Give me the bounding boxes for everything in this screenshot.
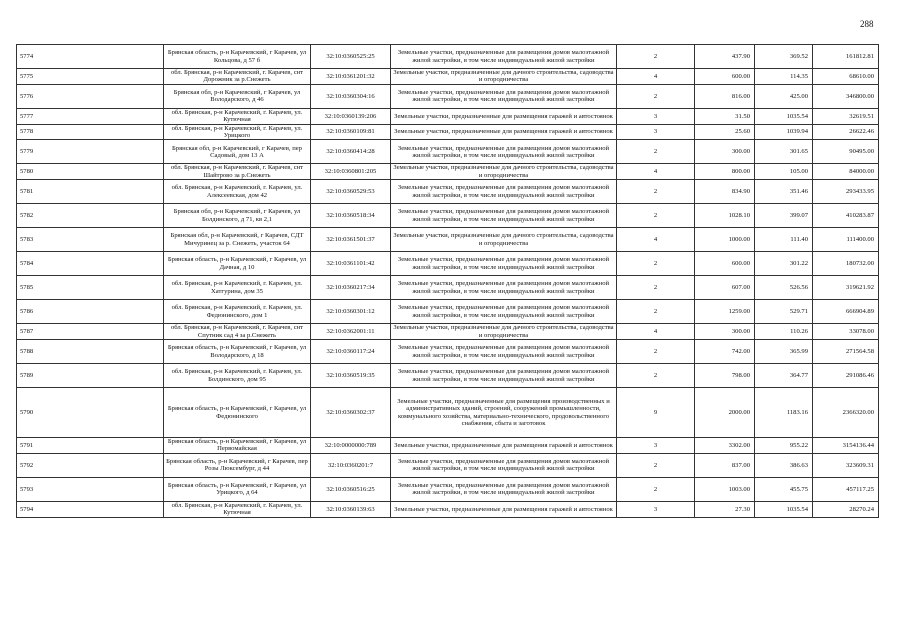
row-address: обл. Брянская, р-н Карачевский, г. Карачев, снт Спутник сад 4 за р.Снежеть bbox=[164, 324, 311, 340]
row-value: 3154136.44 bbox=[813, 438, 879, 454]
table-row bbox=[17, 252, 879, 276]
row-rate: 301.65 bbox=[755, 140, 813, 164]
row-group: 2 bbox=[617, 453, 695, 477]
row-area: 300.00 bbox=[695, 324, 755, 340]
row-land-use: Земельные участки, предназначенные для дачного строительства, садоводства и огородничества bbox=[391, 164, 617, 180]
row-address: Брянская обл, р-н Карачевский, г Карачев, ул Володарского, д 46 bbox=[164, 84, 311, 108]
row-group: 2 bbox=[617, 300, 695, 324]
row-area: 816.00 bbox=[695, 84, 755, 108]
row-value: 323609.31 bbox=[813, 453, 879, 477]
row-number: 5789 bbox=[17, 364, 164, 388]
row-land-use: Земельные участки, предназначенные для размещения домов малоэтажной жилой застройки, в том числе индивидуальной жилой застройки bbox=[391, 252, 617, 276]
row-rate: 110.26 bbox=[755, 324, 813, 340]
row-land-use: Земельные участки, предназначенные для дачного строительства, садоводства и огородничества bbox=[391, 228, 617, 252]
row-land-use: Земельные участки, предназначенные для размещения домов малоэтажной жилой застройки, в том числе индивидуальной жилой застройки bbox=[391, 300, 617, 324]
row-cadastral-number: 32:10:0360139:206 bbox=[311, 108, 391, 124]
row-value: 33078.00 bbox=[813, 324, 879, 340]
row-number: 5793 bbox=[17, 477, 164, 501]
row-number: 5781 bbox=[17, 180, 164, 204]
row-area: 600.00 bbox=[695, 252, 755, 276]
row-value: 319621.92 bbox=[813, 276, 879, 300]
row-land-use: Земельные участки, предназначенные для размещения домов малоэтажной жилой застройки, в том числе индивидуальной жилой застройки bbox=[391, 204, 617, 228]
table-row bbox=[17, 388, 879, 438]
row-number: 5784 bbox=[17, 252, 164, 276]
table-row bbox=[17, 164, 879, 180]
row-value: 457117.25 bbox=[813, 477, 879, 501]
row-cadastral-number: 32:10:0360518:34 bbox=[311, 204, 391, 228]
table-row bbox=[17, 477, 879, 501]
row-rate: 455.75 bbox=[755, 477, 813, 501]
row-group: 4 bbox=[617, 164, 695, 180]
table-row bbox=[17, 204, 879, 228]
row-group: 2 bbox=[617, 364, 695, 388]
row-area: 25.60 bbox=[695, 124, 755, 140]
table-row bbox=[17, 69, 879, 85]
table-body bbox=[17, 45, 879, 518]
row-cadastral-number: 32:10:0360201:7 bbox=[311, 453, 391, 477]
row-address: Брянская обл, р-н Карачевский, г Карачев, СДТ Мичуринец за р. Снежеть, участок 64 bbox=[164, 228, 311, 252]
row-cadastral-number: 32:10:0360139:63 bbox=[311, 501, 391, 517]
row-rate: 399.07 bbox=[755, 204, 813, 228]
row-area: 2000.00 bbox=[695, 388, 755, 438]
row-cadastral-number: 32:10:0360414:28 bbox=[311, 140, 391, 164]
row-group: 2 bbox=[617, 84, 695, 108]
row-land-use: Земельные участки, предназначенные для размещения домов малоэтажной жилой застройки, в том числе индивидуальной жилой застройки bbox=[391, 140, 617, 164]
table-row bbox=[17, 340, 879, 364]
row-cadastral-number: 32:10:0360117:24 bbox=[311, 340, 391, 364]
row-rate: 364.77 bbox=[755, 364, 813, 388]
row-land-use: Земельные участки, предназначенные для размещения гаражей и автостоянок bbox=[391, 501, 617, 517]
row-area: 742.00 bbox=[695, 340, 755, 364]
row-number: 5780 bbox=[17, 164, 164, 180]
row-address: обл. Брянская, р-н Карачевский, г. Карачев, ул. Кутючная bbox=[164, 501, 311, 517]
row-rate: 105.00 bbox=[755, 164, 813, 180]
row-address: обл. Брянская, р-н Карачевский, г. Карачев, ул. Федюнинского, дом 1 bbox=[164, 300, 311, 324]
row-number: 5791 bbox=[17, 438, 164, 454]
row-address: Брянская область, р-н Карачевский, г Карачев, ул Володарского, д 18 bbox=[164, 340, 311, 364]
row-cadastral-number: 32:10:0360529:53 bbox=[311, 180, 391, 204]
land-valuation-table bbox=[16, 44, 879, 518]
table-row bbox=[17, 276, 879, 300]
row-cadastral-number: 32:10:0360525:25 bbox=[311, 45, 391, 69]
row-cadastral-number: 32:10:0362001:11 bbox=[311, 324, 391, 340]
row-number: 5775 bbox=[17, 69, 164, 85]
row-group: 4 bbox=[617, 228, 695, 252]
row-value: 410283.87 bbox=[813, 204, 879, 228]
row-address: обл. Брянская, р-н Карачевский, г. Карачев, ул. Урицкого bbox=[164, 124, 311, 140]
row-group: 9 bbox=[617, 388, 695, 438]
row-number: 5777 bbox=[17, 108, 164, 124]
row-value: 666904.89 bbox=[813, 300, 879, 324]
page-number: 288 bbox=[860, 19, 874, 29]
row-cadastral-number: 32:10:0361501:37 bbox=[311, 228, 391, 252]
row-rate: 1183.16 bbox=[755, 388, 813, 438]
row-number: 5787 bbox=[17, 324, 164, 340]
row-rate: 1035.54 bbox=[755, 108, 813, 124]
row-land-use: Земельные участки, предназначенные для дачного строительства, садоводства и огородничества bbox=[391, 69, 617, 85]
row-rate: 529.71 bbox=[755, 300, 813, 324]
row-group: 2 bbox=[617, 340, 695, 364]
row-address: Брянская область, р-н Карачевский, г Карачев, ул Урицкого, д 64 bbox=[164, 477, 311, 501]
table-row bbox=[17, 180, 879, 204]
table-row bbox=[17, 124, 879, 140]
row-land-use: Земельные участки, предназначенные для размещения домов малоэтажной жилой застройки, в том числе индивидуальной жилой застройки bbox=[391, 45, 617, 69]
row-value: 28270.24 bbox=[813, 501, 879, 517]
row-group: 2 bbox=[617, 204, 695, 228]
row-cadastral-number: 32:10:0360301:12 bbox=[311, 300, 391, 324]
row-area: 27.30 bbox=[695, 501, 755, 517]
row-rate: 301.22 bbox=[755, 252, 813, 276]
row-land-use: Земельные участки, предназначенные для размещения домов малоэтажной жилой застройки, в том числе индивидуальной жилой застройки bbox=[391, 477, 617, 501]
row-cadastral-number: 32:10:0360801:205 bbox=[311, 164, 391, 180]
row-number: 5785 bbox=[17, 276, 164, 300]
row-value: 161812.81 bbox=[813, 45, 879, 69]
row-area: 437.90 bbox=[695, 45, 755, 69]
row-rate: 386.63 bbox=[755, 453, 813, 477]
row-rate: 114.35 bbox=[755, 69, 813, 85]
row-area: 1000.00 bbox=[695, 228, 755, 252]
row-land-use: Земельные участки, предназначенные для размещения гаражей и автостоянок bbox=[391, 438, 617, 454]
row-cadastral-number: 32:10:0361101:42 bbox=[311, 252, 391, 276]
row-land-use: Земельные участки, предназначенные для размещения домов малоэтажной жилой застройки, в том числе индивидуальной жилой застройки bbox=[391, 276, 617, 300]
row-group: 3 bbox=[617, 501, 695, 517]
row-number: 5794 bbox=[17, 501, 164, 517]
row-group: 4 bbox=[617, 69, 695, 85]
row-rate: 365.99 bbox=[755, 340, 813, 364]
row-group: 3 bbox=[617, 438, 695, 454]
row-group: 3 bbox=[617, 108, 695, 124]
row-land-use: Земельные участки, предназначенные для размещения домов малоэтажной жилой застройки, в том числе индивидуальной жилой застройки bbox=[391, 180, 617, 204]
table-row bbox=[17, 140, 879, 164]
row-rate: 111.40 bbox=[755, 228, 813, 252]
table-row bbox=[17, 84, 879, 108]
row-address: обл. Брянская, р-н Карачевский, г. Карачев, ул. Алексеевская, дом 42 bbox=[164, 180, 311, 204]
row-address: Брянская область, р-н Карачевский, г Карачев, ул Дачная, д 10 bbox=[164, 252, 311, 276]
row-address: Брянская область, р-н Карачевский, г Карачев, ул Федюнинского bbox=[164, 388, 311, 438]
row-rate: 955.22 bbox=[755, 438, 813, 454]
row-land-use: Земельные участки, предназначенные для размещения домов малоэтажной жилой застройки, в том числе индивидуальной жилой застройки bbox=[391, 453, 617, 477]
row-address: Брянская область, р-н Карачевский, г Карачев, ул Кольцова, д 57 б bbox=[164, 45, 311, 69]
row-area: 800.00 bbox=[695, 164, 755, 180]
row-cadastral-number: 32:10:0360302:37 bbox=[311, 388, 391, 438]
table-row bbox=[17, 324, 879, 340]
row-number: 5774 bbox=[17, 45, 164, 69]
row-group: 2 bbox=[617, 180, 695, 204]
row-rate: 1039.94 bbox=[755, 124, 813, 140]
row-address: Брянская обл, р-н Карачевский, г Карачев, ул Болдинского, д 71, кв 2,1 bbox=[164, 204, 311, 228]
row-number: 5783 bbox=[17, 228, 164, 252]
row-cadastral-number: 32:10:0360217:34 bbox=[311, 276, 391, 300]
row-rate: 369.52 bbox=[755, 45, 813, 69]
row-number: 5778 bbox=[17, 124, 164, 140]
row-value: 32619.51 bbox=[813, 108, 879, 124]
row-group: 3 bbox=[617, 124, 695, 140]
row-rate: 526.56 bbox=[755, 276, 813, 300]
row-value: 271564.58 bbox=[813, 340, 879, 364]
table-row bbox=[17, 501, 879, 517]
row-value: 180732.00 bbox=[813, 252, 879, 276]
row-land-use: Земельные участки, предназначенные для размещения производственных и административных зданий, строений, сооружений промышленности, коммунального хозяйства, материально-технического, продовольственного снабжения, сбыта и заготовок bbox=[391, 388, 617, 438]
row-group: 2 bbox=[617, 252, 695, 276]
row-value: 111400.00 bbox=[813, 228, 879, 252]
row-value: 68610.00 bbox=[813, 69, 879, 85]
row-cadastral-number: 32:10:0000000:789 bbox=[311, 438, 391, 454]
row-land-use: Земельные участки, предназначенные для размещения гаражей и автостоянок bbox=[391, 124, 617, 140]
row-value: 84000.00 bbox=[813, 164, 879, 180]
row-area: 607.00 bbox=[695, 276, 755, 300]
row-land-use: Земельные участки, предназначенные для дачного строительства, садоводства и огородничества bbox=[391, 324, 617, 340]
row-address: обл. Брянская, р-н Карачевский, г. Карачев, ул. Хатгурина, дом 35 bbox=[164, 276, 311, 300]
table-row bbox=[17, 438, 879, 454]
table-row bbox=[17, 228, 879, 252]
row-area: 300.00 bbox=[695, 140, 755, 164]
row-group: 2 bbox=[617, 140, 695, 164]
row-group: 2 bbox=[617, 477, 695, 501]
row-value: 346800.00 bbox=[813, 84, 879, 108]
row-rate: 1035.54 bbox=[755, 501, 813, 517]
row-value: 293433.95 bbox=[813, 180, 879, 204]
row-value: 2366320.00 bbox=[813, 388, 879, 438]
table-row bbox=[17, 364, 879, 388]
row-cadastral-number: 32:10:0360109:81 bbox=[311, 124, 391, 140]
row-number: 5779 bbox=[17, 140, 164, 164]
row-cadastral-number: 32:10:0361201:32 bbox=[311, 69, 391, 85]
row-area: 1028.10 bbox=[695, 204, 755, 228]
row-area: 837.00 bbox=[695, 453, 755, 477]
row-number: 5790 bbox=[17, 388, 164, 438]
row-value: 291086.46 bbox=[813, 364, 879, 388]
row-land-use: Земельные участки, предназначенные для размещения домов малоэтажной жилой застройки, в том числе индивидуальной жилой застройки bbox=[391, 340, 617, 364]
row-cadastral-number: 32:10:0360516:25 bbox=[311, 477, 391, 501]
row-group: 4 bbox=[617, 324, 695, 340]
row-area: 1003.00 bbox=[695, 477, 755, 501]
row-area: 798.00 bbox=[695, 364, 755, 388]
table-row bbox=[17, 108, 879, 124]
row-number: 5788 bbox=[17, 340, 164, 364]
row-land-use: Земельные участки, предназначенные для размещения гаражей и автостоянок bbox=[391, 108, 617, 124]
row-area: 31.50 bbox=[695, 108, 755, 124]
table-row bbox=[17, 300, 879, 324]
row-number: 5776 bbox=[17, 84, 164, 108]
row-address: обл. Брянская, р-н Карачевский, г. Карачев, снт Дорожник за р.Снежеть bbox=[164, 69, 311, 85]
row-address: Брянская область, р-н Карачевский, г Карачев, ул Первомайская bbox=[164, 438, 311, 454]
row-address: обл. Брянская, р-н Карачевский, г. Карачев, снт Шайтрово за р.Снежеть bbox=[164, 164, 311, 180]
row-cadastral-number: 32:10:0360304:16 bbox=[311, 84, 391, 108]
row-group: 2 bbox=[617, 45, 695, 69]
row-area: 1259.00 bbox=[695, 300, 755, 324]
row-number: 5786 bbox=[17, 300, 164, 324]
row-address: Брянская обл, р-н Карачевский, г Карачев, пер Садовый, дом 13 А bbox=[164, 140, 311, 164]
row-land-use: Земельные участки, предназначенные для размещения домов малоэтажной жилой застройки, в том числе индивидуальной жилой застройки bbox=[391, 364, 617, 388]
row-address: обл. Брянская, р-н Карачевский, г. Карачев, ул. Кутючная bbox=[164, 108, 311, 124]
row-cadastral-number: 32:10:0360519:35 bbox=[311, 364, 391, 388]
row-value: 90495.00 bbox=[813, 140, 879, 164]
row-area: 600.00 bbox=[695, 69, 755, 85]
row-number: 5782 bbox=[17, 204, 164, 228]
row-rate: 351.46 bbox=[755, 180, 813, 204]
row-number: 5792 bbox=[17, 453, 164, 477]
row-rate: 425.00 bbox=[755, 84, 813, 108]
row-area: 3302.00 bbox=[695, 438, 755, 454]
row-area: 834.90 bbox=[695, 180, 755, 204]
table-row bbox=[17, 453, 879, 477]
row-land-use: Земельные участки, предназначенные для размещения домов малоэтажной жилой застройки, в том числе индивидуальной жилой застройки bbox=[391, 84, 617, 108]
row-address: обл. Брянская, р-н Карачевский, г. Карачев, ул. Болдинского, дом 95 bbox=[164, 364, 311, 388]
row-value: 26622.46 bbox=[813, 124, 879, 140]
row-group: 2 bbox=[617, 276, 695, 300]
table-row bbox=[17, 45, 879, 69]
row-address: Брянская область, р-н Карачевский, г Карачев, пер Розы Люксембург, д 44 bbox=[164, 453, 311, 477]
